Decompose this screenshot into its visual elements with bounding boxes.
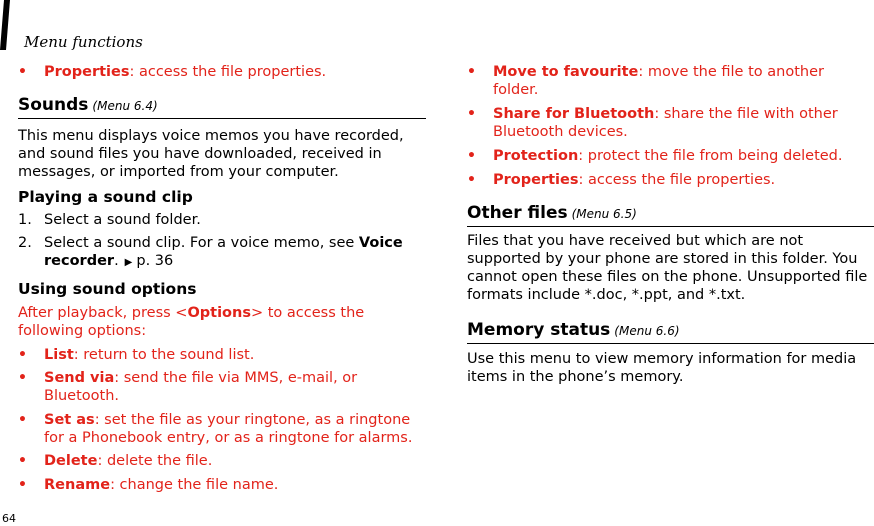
page-ref-arrow-icon: ▶ xyxy=(124,257,133,268)
options-intro: After playback, press <Options> to access the following options: xyxy=(18,305,365,339)
page-number: 64 xyxy=(2,512,16,525)
memory-status-description: Use this menu to view memory information for media items in the phone’s memory. xyxy=(467,351,857,385)
section-heading-sounds: Sounds (Menu 6.4) xyxy=(18,95,426,119)
page-header-title: Menu functions xyxy=(24,33,143,51)
header-accent-bar xyxy=(0,0,10,50)
subheading-playing: Playing a sound clip xyxy=(18,188,193,206)
other-files-description: Files that you have received but which are not supported by your phone are stored in this folder. You cannot open these files on the phone. Unsupported file formats include *.doc, *.ppt, and *.txt. xyxy=(467,233,868,303)
sounds-description: This menu displays voice memos you have recorded, and sound files you have downloaded, received in messages, or imported from your computer. xyxy=(18,128,404,180)
section-heading-memory-status: Memory status (Menu 6.6) xyxy=(467,320,874,344)
subheading-using: Using sound options xyxy=(18,280,197,298)
section-heading-other-files: Other files (Menu 6.5) xyxy=(467,203,874,227)
